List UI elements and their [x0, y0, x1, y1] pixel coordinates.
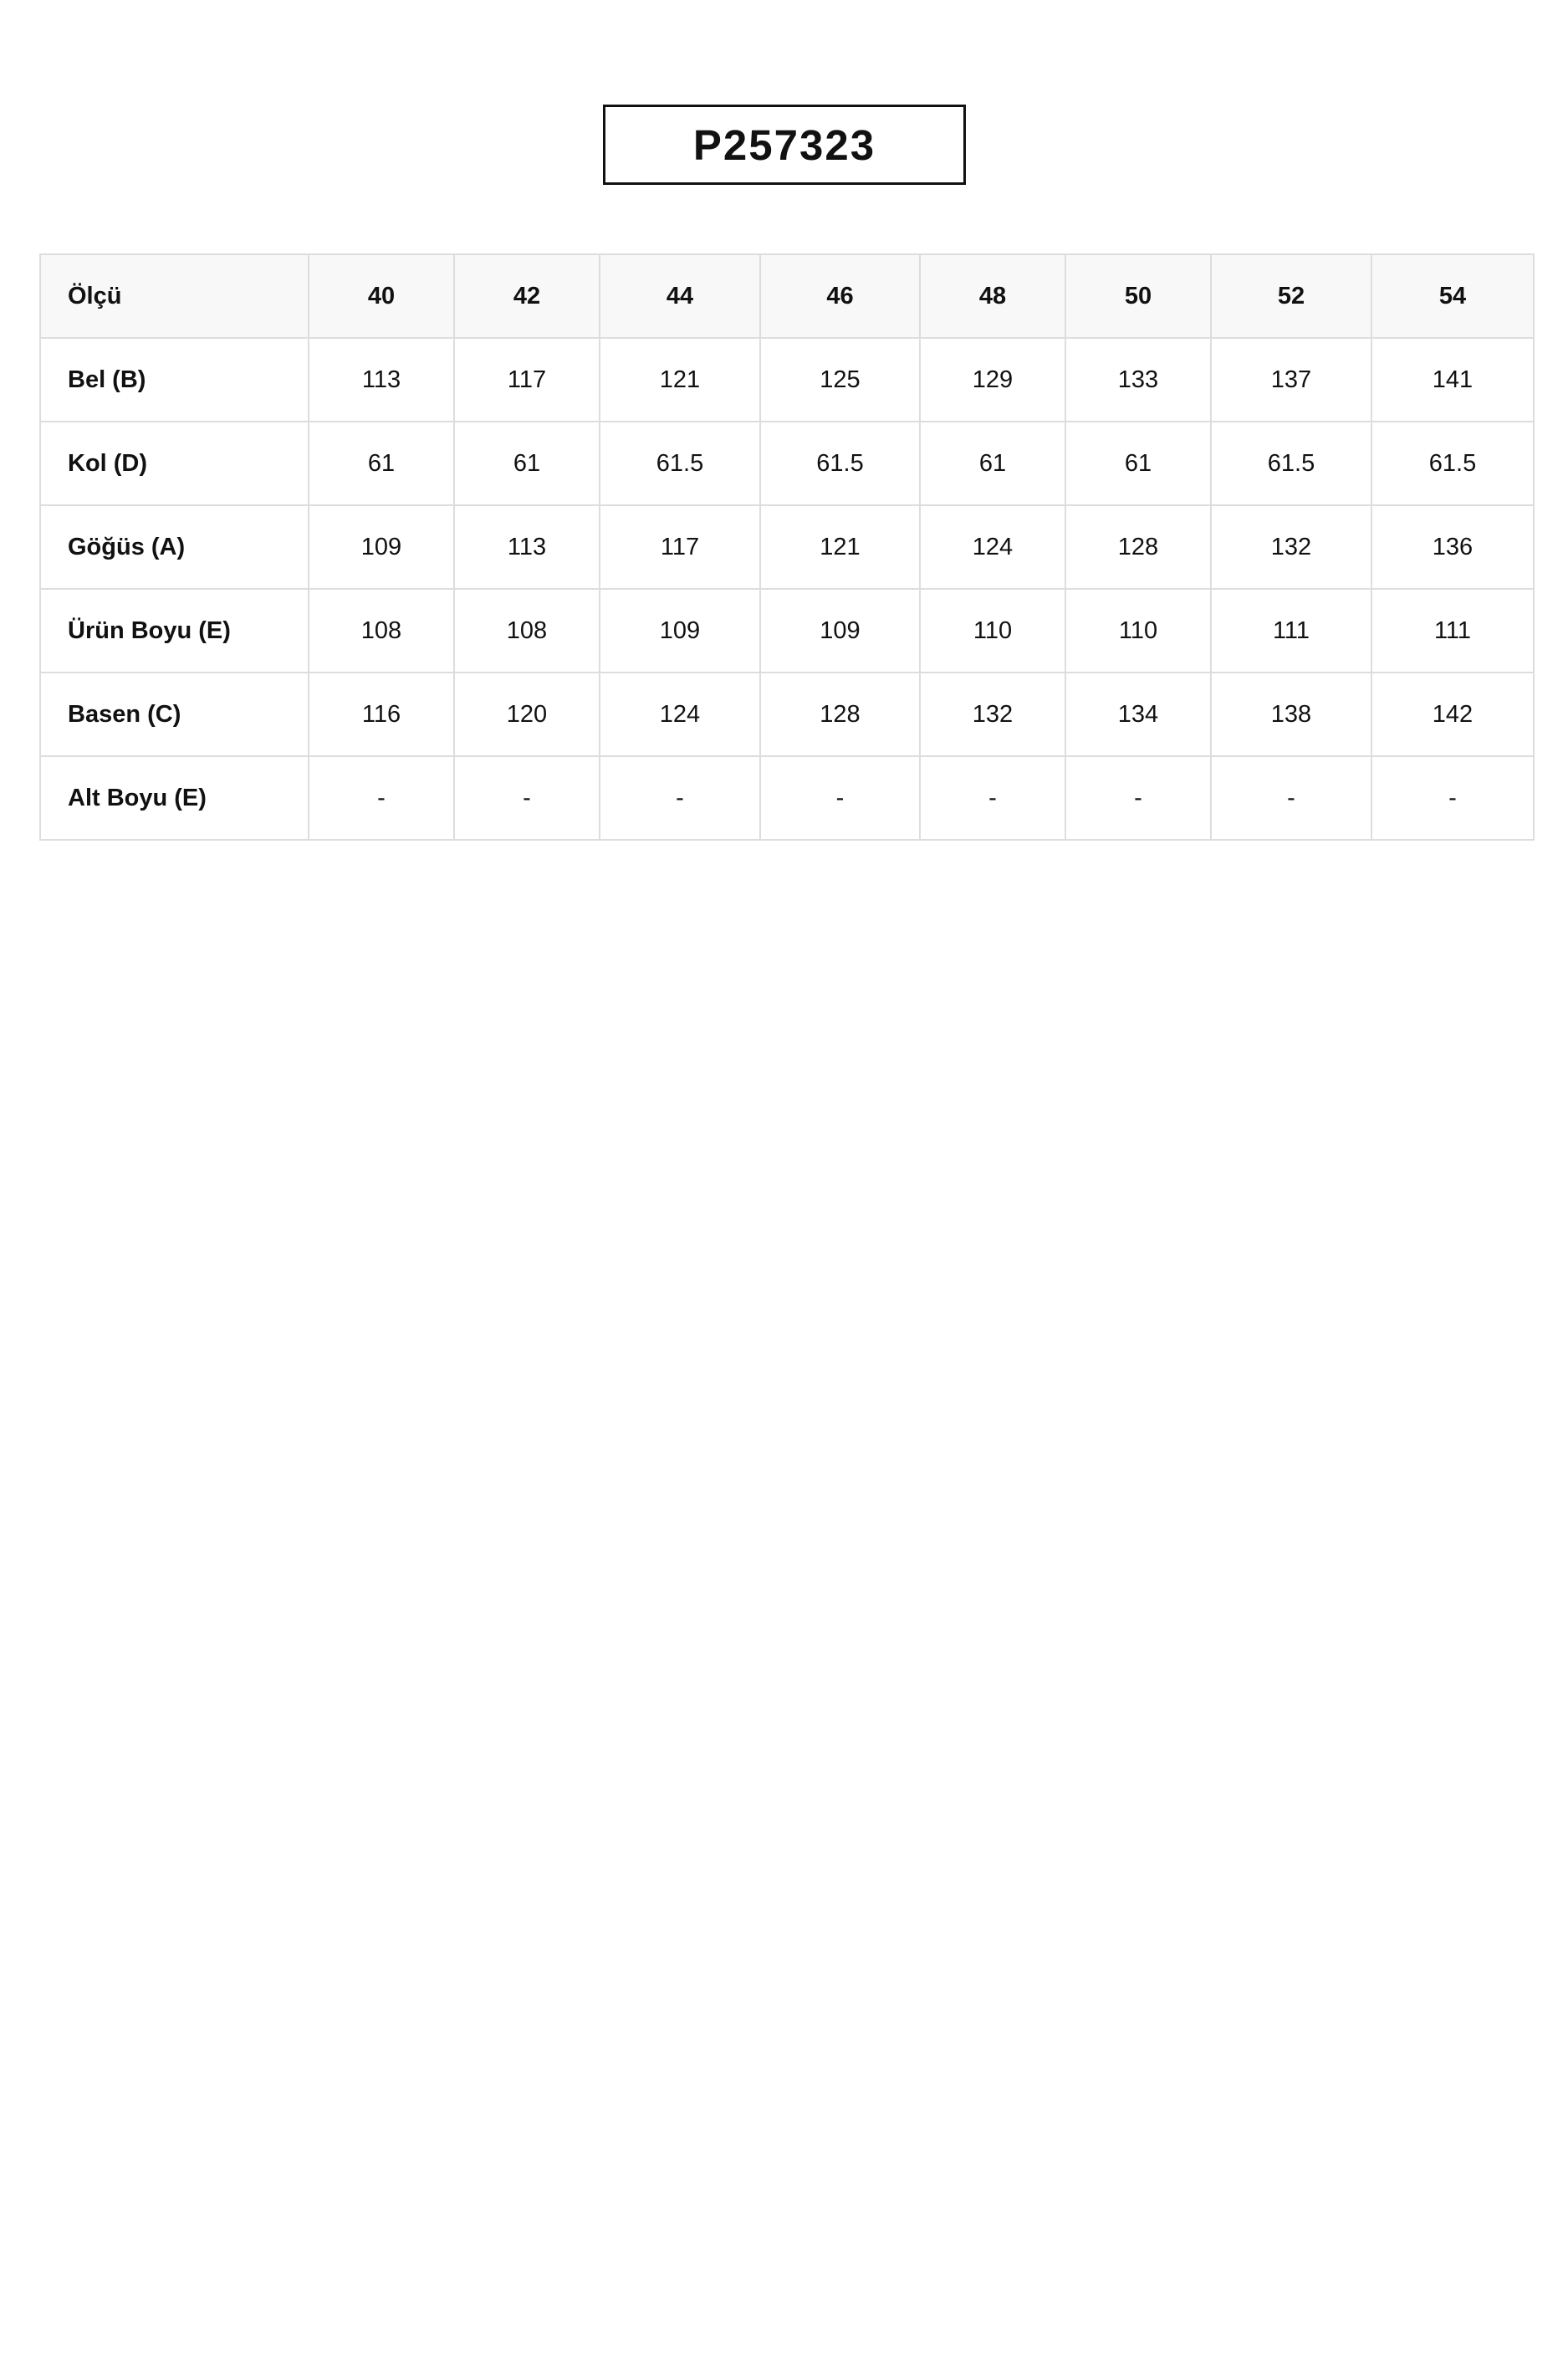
- table-cell: 138: [1211, 673, 1371, 756]
- table-cell: 61: [1065, 422, 1211, 505]
- table-cell: 117: [600, 505, 760, 589]
- table-cell: -: [309, 756, 454, 840]
- table-cell: 142: [1371, 673, 1534, 756]
- table-cell: 61: [920, 422, 1065, 505]
- table-cell: 124: [920, 505, 1065, 589]
- table-cell: 113: [309, 338, 454, 422]
- table-cell: -: [454, 756, 600, 840]
- size-chart-table: [39, 253, 1535, 841]
- table-cell: 128: [760, 673, 920, 756]
- header-cell-size: 40: [309, 254, 454, 338]
- table-cell: 132: [1211, 505, 1371, 589]
- header-cell-size: 44: [600, 254, 760, 338]
- table-cell: 61.5: [760, 422, 920, 505]
- row-label: Kol (D): [40, 422, 309, 505]
- header-cell-size: 50: [1065, 254, 1211, 338]
- table-cell: 125: [760, 338, 920, 422]
- table-cell: 109: [600, 589, 760, 673]
- table-cell: 61: [309, 422, 454, 505]
- table-cell: -: [1211, 756, 1371, 840]
- table-cell: -: [760, 756, 920, 840]
- table-cell: 137: [1211, 338, 1371, 422]
- row-label: Alt Boyu (E): [40, 756, 309, 840]
- header-cell-size: 42: [454, 254, 600, 338]
- row-label: Basen (C): [40, 673, 309, 756]
- row-label: Ürün Boyu (E): [40, 589, 309, 673]
- table-cell: 111: [1211, 589, 1371, 673]
- table-cell: 61: [454, 422, 600, 505]
- table-cell: 136: [1371, 505, 1534, 589]
- table-cell: 121: [760, 505, 920, 589]
- header-cell-size: 54: [1371, 254, 1534, 338]
- table-cell: 110: [1065, 589, 1211, 673]
- table-row: [40, 756, 1534, 840]
- table-cell: 141: [1371, 338, 1534, 422]
- table-cell: 120: [454, 673, 600, 756]
- table-cell: 132: [920, 673, 1065, 756]
- header-cell-measure: Ölçü: [40, 254, 309, 338]
- product-code-title: P257323: [603, 105, 966, 185]
- table-cell: 113: [454, 505, 600, 589]
- table-cell: -: [1065, 756, 1211, 840]
- table-cell: 111: [1371, 589, 1534, 673]
- table-cell: 110: [920, 589, 1065, 673]
- table-row: [40, 338, 1534, 422]
- table-cell: -: [1371, 756, 1534, 840]
- table-cell: 133: [1065, 338, 1211, 422]
- table-cell: -: [920, 756, 1065, 840]
- table-cell: 61.5: [1211, 422, 1371, 505]
- row-label: Göğüs (A): [40, 505, 309, 589]
- table-cell: 109: [309, 505, 454, 589]
- table-cell: 108: [454, 589, 600, 673]
- table-cell: 117: [454, 338, 600, 422]
- table-cell: 108: [309, 589, 454, 673]
- table-row: [40, 673, 1534, 756]
- table-cell: 128: [1065, 505, 1211, 589]
- header-cell-size: 52: [1211, 254, 1371, 338]
- header-cell-size: 46: [760, 254, 920, 338]
- row-label: Bel (B): [40, 338, 309, 422]
- table-cell: 121: [600, 338, 760, 422]
- table-cell: 129: [920, 338, 1065, 422]
- table-row: [40, 589, 1534, 673]
- table-row: [40, 422, 1534, 505]
- table-row: [40, 505, 1534, 589]
- table-header-row: [40, 254, 1534, 338]
- table-cell: 116: [309, 673, 454, 756]
- table-cell: 134: [1065, 673, 1211, 756]
- table-cell: 61.5: [1371, 422, 1534, 505]
- table-cell: 124: [600, 673, 760, 756]
- table-cell: 109: [760, 589, 920, 673]
- table-cell: 61.5: [600, 422, 760, 505]
- header-cell-size: 48: [920, 254, 1065, 338]
- table-cell: -: [600, 756, 760, 840]
